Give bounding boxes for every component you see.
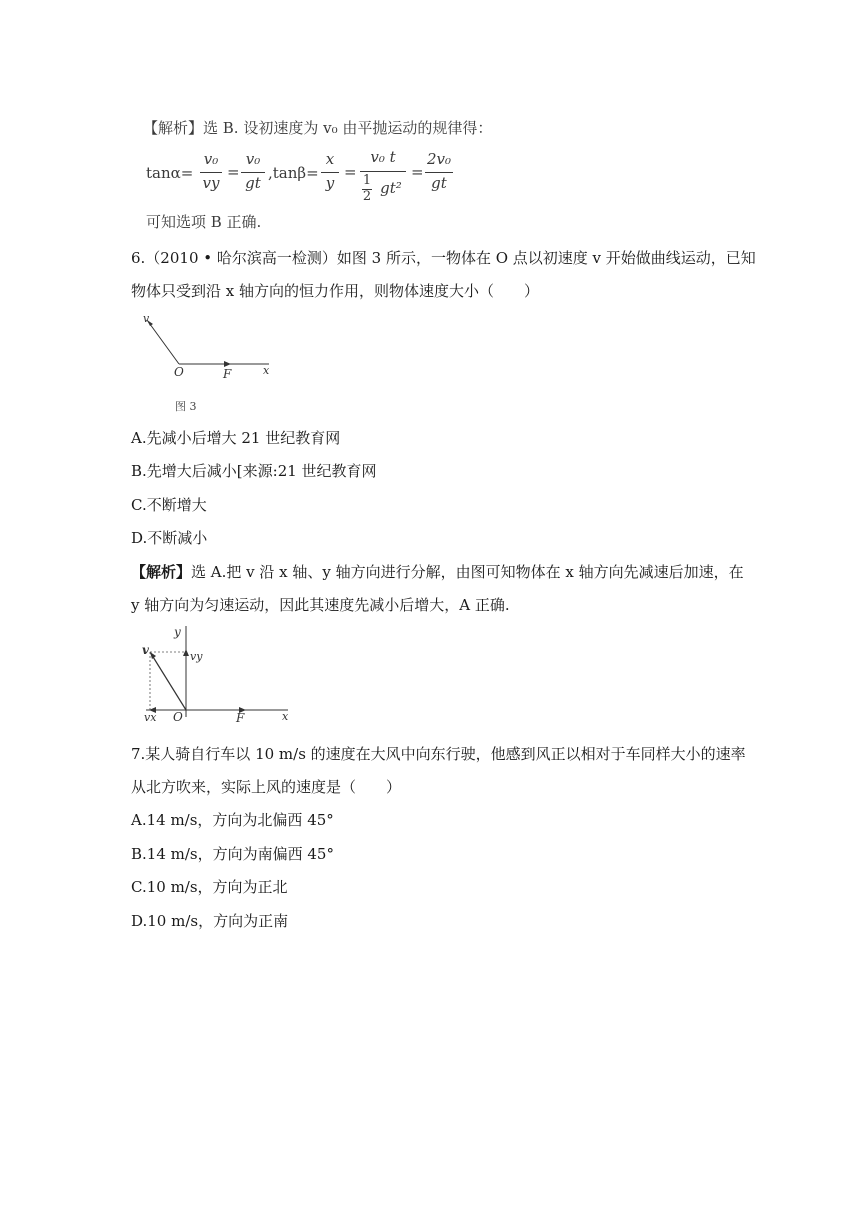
fig3-label-O: O bbox=[174, 365, 184, 379]
q6-option-d: D.不断减小 bbox=[131, 529, 208, 547]
frac4-line bbox=[360, 171, 406, 172]
q7-option-d: D.10 m/s，方向为正南 bbox=[131, 912, 289, 930]
frac5-line bbox=[425, 172, 453, 173]
equals-2: = bbox=[344, 163, 357, 181]
frac4-den-half-den: 2 bbox=[362, 189, 372, 204]
q6-analysis-text: 选 A.把 v 沿 x 轴、y 轴方向进行分解，由图可知物体在 x 轴方向先减速后加速，在 bbox=[191, 563, 744, 581]
figure-decomposition bbox=[138, 622, 298, 724]
figure-3-caption: 图 3 bbox=[175, 400, 197, 413]
q6-analysis-tag: 【解析】 bbox=[131, 563, 192, 581]
q7-stem-line2: 从北方吹来，实际上风的速度是（ ） bbox=[131, 778, 402, 796]
fig2-label-y: y bbox=[174, 625, 181, 639]
frac3-num: x bbox=[325, 150, 335, 168]
equals-3: = bbox=[411, 163, 424, 181]
fig2-label-O: O bbox=[173, 710, 183, 724]
fig2-label-vy: vy bbox=[190, 650, 203, 663]
velocity-v-arrowhead bbox=[150, 652, 156, 659]
q7-stem-line1: 7.某人骑自行车以 10 m/s 的速度在大风中向东行驶，他感到风正以相对于车同样大小的速率 bbox=[131, 745, 746, 763]
q6-option-b: B.先增大后减小[来源:21 世纪教育网 bbox=[131, 462, 377, 480]
equals-1: = bbox=[227, 163, 240, 181]
tan-alpha-label: tanα= bbox=[146, 164, 194, 182]
frac3-den: y bbox=[325, 174, 335, 192]
frac4-num: v₀ t bbox=[370, 148, 396, 166]
q7-option-b: B.14 m/s，方向为南偏西 45° bbox=[131, 845, 334, 863]
fig3-label-F: F bbox=[223, 367, 232, 381]
fig3-label-v: v bbox=[143, 312, 150, 325]
fig2-label-F: F bbox=[236, 711, 245, 724]
velocity-v bbox=[150, 652, 186, 710]
q6-option-a: A.先减小后增大 21 世纪教育网 bbox=[131, 429, 341, 447]
fig3-label-x: x bbox=[263, 364, 270, 377]
frac4-den-rest: gt² bbox=[380, 179, 402, 197]
fig2-label-x: x bbox=[282, 710, 289, 723]
frac5-den: gt bbox=[431, 174, 447, 192]
figure-3 bbox=[135, 308, 285, 383]
q6-stem-line1: 6.（2010 • 哈尔滨高一检测）如图 3 所示，一物体在 O 点以初速度 v 开始做曲线运动，已知 bbox=[131, 249, 756, 267]
frac4-den-half-num: 1 bbox=[362, 173, 372, 188]
fig2-label-v: v bbox=[142, 643, 149, 657]
frac1-line bbox=[200, 172, 222, 173]
frac2-line bbox=[241, 172, 265, 173]
q6-option-c: C.不断增大 bbox=[131, 496, 207, 514]
scan-analysis-line3: 可知选项 B 正确. bbox=[146, 213, 262, 231]
frac5-num: 2v₀ bbox=[426, 150, 452, 168]
scan-analysis-line1: 【解析】选 B. 设初速度为 v₀ 由平抛运动的规律得： bbox=[143, 119, 493, 137]
q7-option-a: A.14 m/s，方向为北偏西 45° bbox=[131, 811, 334, 829]
vy-arrowhead bbox=[183, 649, 189, 656]
fig2-label-vx: vx bbox=[144, 711, 157, 724]
q6-stem-line2: 物体只受到沿 x 轴方向的恒力作用，则物体速度大小（ ） bbox=[131, 282, 539, 300]
frac1-num: v₀ bbox=[203, 150, 219, 168]
frac2-num: v₀ bbox=[245, 150, 261, 168]
q6-analysis-line1 bbox=[131, 562, 744, 582]
tan-beta-label: ,tanβ= bbox=[268, 164, 319, 182]
frac3-line bbox=[321, 172, 339, 173]
q6-analysis-line2: y 轴方向为匀速运动，因此其速度先减小后增大，A 正确. bbox=[131, 596, 510, 614]
q7-option-c: C.10 m/s，方向为正北 bbox=[131, 878, 288, 896]
frac1-den: vy bbox=[202, 174, 220, 192]
velocity-vector bbox=[147, 320, 179, 364]
frac2-den: gt bbox=[245, 174, 261, 192]
